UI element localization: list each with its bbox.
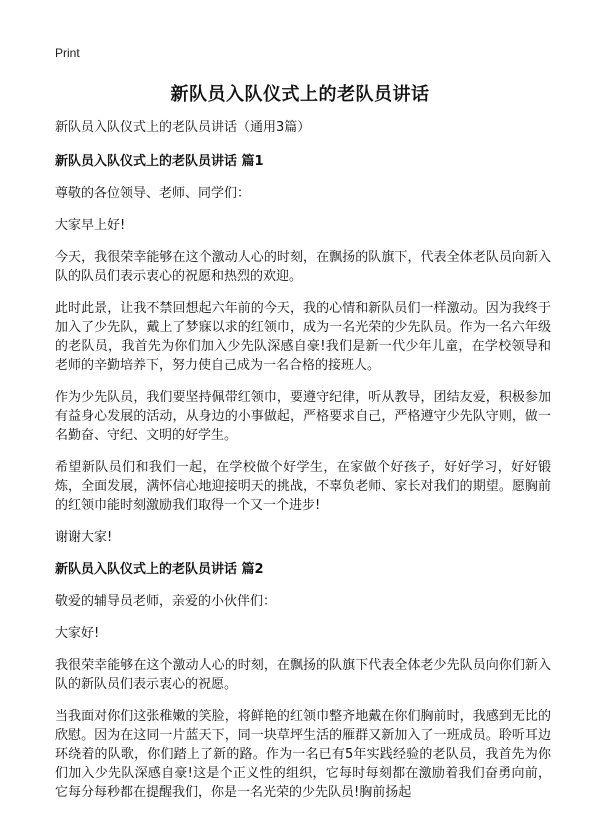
greeting: 大家好! — [55, 626, 100, 641]
print-link[interactable]: Print — [55, 46, 80, 60]
document-body — [55, 118, 551, 815]
salutation: 尊敬的各位领导、老师、同学们： — [55, 186, 251, 201]
salutation: 敬爱的辅导员老师，亲爱的小伙伴们： — [55, 594, 277, 609]
section-heading: 新队员入队仪式上的老队员讲话 篇1 — [55, 154, 264, 169]
paragraph: 我很荣幸能够在这个激动人心的时刻，在飘扬的队旗下代表全体老少先队员向你们新入队的新队员们表示衷心的祝愿。 — [55, 658, 551, 692]
paragraph: 当我面对你们这张稚嫩的笑脸，将鲜艳的红领巾整齐地戴在你们胸前时，我感到无比的欣慰。因为在这同一片蓝天下，同一块草坪生活的雁群又新加入了一班成员。聆听耳边环绕着的队歌，你们踏上了新的路。作为一名已有5年实践经验的老队员，我首先为你们加入少先队深感自豪!这是个正义性的组织，它每时每刻都在激励着我们奋勇向前，它每分每秒都在提醒我们，你是一名光荣的少先队员!胸前扬起 — [55, 709, 551, 800]
paragraph: 希望新队员们和我们一起，在学校做个好学生，在家做个好孩子，好好学习，好好锻炼，全面发展，满怀信心地迎接明天的挑战，不辜负老师、家长对我们的期望。愿胸前的红领巾能时刻激励我们取得一个又一个进步! — [55, 460, 551, 513]
document-subtitle: 新队员入队仪式上的老队员讲话（通用3篇） — [55, 120, 311, 135]
closing: 谢谢大家! — [55, 530, 113, 545]
section-1 — [55, 152, 551, 547]
greeting: 大家早上好! — [55, 218, 126, 233]
paragraph: 此时此景，让我不禁回想起六年前的今天，我的心情和新队员们一样激动。因为我终于加入了少先队，戴上了梦寐以求的红领巾，成为一名光荣的少先队员。作为一名六年级的老队员，我首先为你们加入少先队深感自豪!我们是新一代少年儿童，在学校领导和老师的辛勤培养下，努力使自己成为一名合格的接班人。 — [55, 301, 551, 373]
paragraph: 今天，我很荣幸能够在这个激动人心的时刻，在飘扬的队旗下，代表全体老队员向新入队的队员们表示衷心的祝愿和热烈的欢迎。 — [55, 250, 551, 284]
paragraph: 作为少先队员，我们要坚持佩带红领巾，要遵守纪律，听从教导，团结友爱，积极参加有益身心发展的活动，从身边的小事做起，严格要求自己，严格遵守少先队守则，做一名勤奋、守纪、文明的好学生。 — [55, 390, 551, 443]
section-2 — [55, 560, 551, 802]
page-title: 新队员入队仪式上的老队员讲话 — [170, 84, 430, 105]
section-heading: 新队员入队仪式上的老队员讲话 篇2 — [55, 562, 264, 577]
